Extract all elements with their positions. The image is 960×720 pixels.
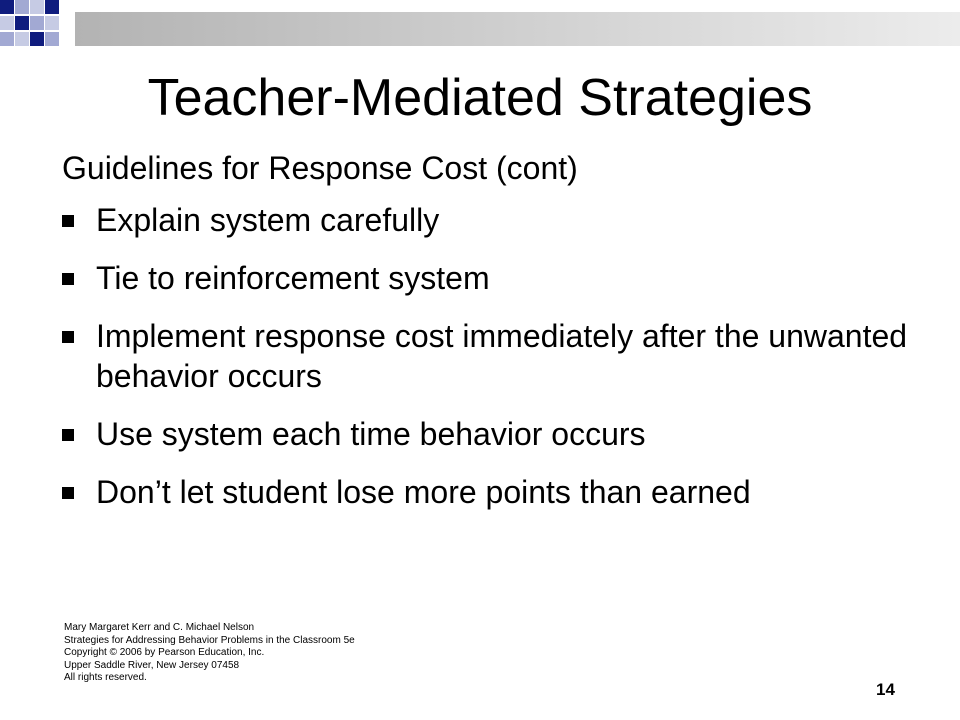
square-bullet-icon (62, 331, 74, 343)
footer-line: Strategies for Addressing Behavior Problems in the Classroom 5e (64, 634, 355, 646)
square-bullet-icon (62, 487, 74, 499)
square-bullet-icon (62, 273, 74, 285)
bullet-item (62, 472, 942, 512)
decor-square-light (45, 32, 59, 46)
top-decorative-band (0, 0, 960, 60)
decor-square-dark (15, 16, 29, 30)
decor-square-light (0, 32, 14, 46)
decor-square-dark (45, 0, 59, 14)
square-bullet-icon (62, 215, 74, 227)
copyright-footer (64, 622, 355, 685)
decor-square-pale (0, 16, 14, 30)
bullet-text: Explain system carefully (96, 202, 440, 238)
slide-title: Teacher-Mediated Strategies (147, 69, 813, 127)
bullet-item (62, 414, 942, 454)
footer-line: Mary Margaret Kerr and C. Michael Nelson (64, 622, 255, 633)
footer-line: Copyright © 2006 by Pearson Education, Inc. (64, 647, 265, 658)
decor-square-dark (30, 32, 44, 46)
decor-square-pale (15, 32, 29, 46)
bullet-text: Use system each time behavior occurs (96, 416, 646, 452)
page-number: 14 (876, 680, 895, 699)
bullet-item (62, 316, 942, 396)
decor-square-pale (45, 16, 59, 30)
bullet-text: Don’t let student lose more points than earned (96, 474, 751, 510)
decor-square-light (15, 0, 29, 14)
square-bullet-icon (62, 429, 74, 441)
decor-square-light (30, 16, 44, 30)
footer-line: All rights reserved. (64, 672, 147, 683)
footer-line: Upper Saddle River, New Jersey 07458 (64, 659, 240, 671)
bullet-text: Implement response cost immediately after the unwanted behavior occurs (96, 318, 908, 394)
slide-subtitle: Guidelines for Response Cost (cont) (62, 150, 578, 186)
decor-square-pale (30, 0, 44, 14)
bullet-text: Tie to reinforcement system (96, 260, 490, 296)
decor-square-dark (0, 0, 14, 14)
bullet-item (62, 200, 942, 240)
header-gradient-bar (75, 12, 960, 46)
bullet-item (62, 258, 942, 298)
bullet-list (62, 200, 942, 530)
